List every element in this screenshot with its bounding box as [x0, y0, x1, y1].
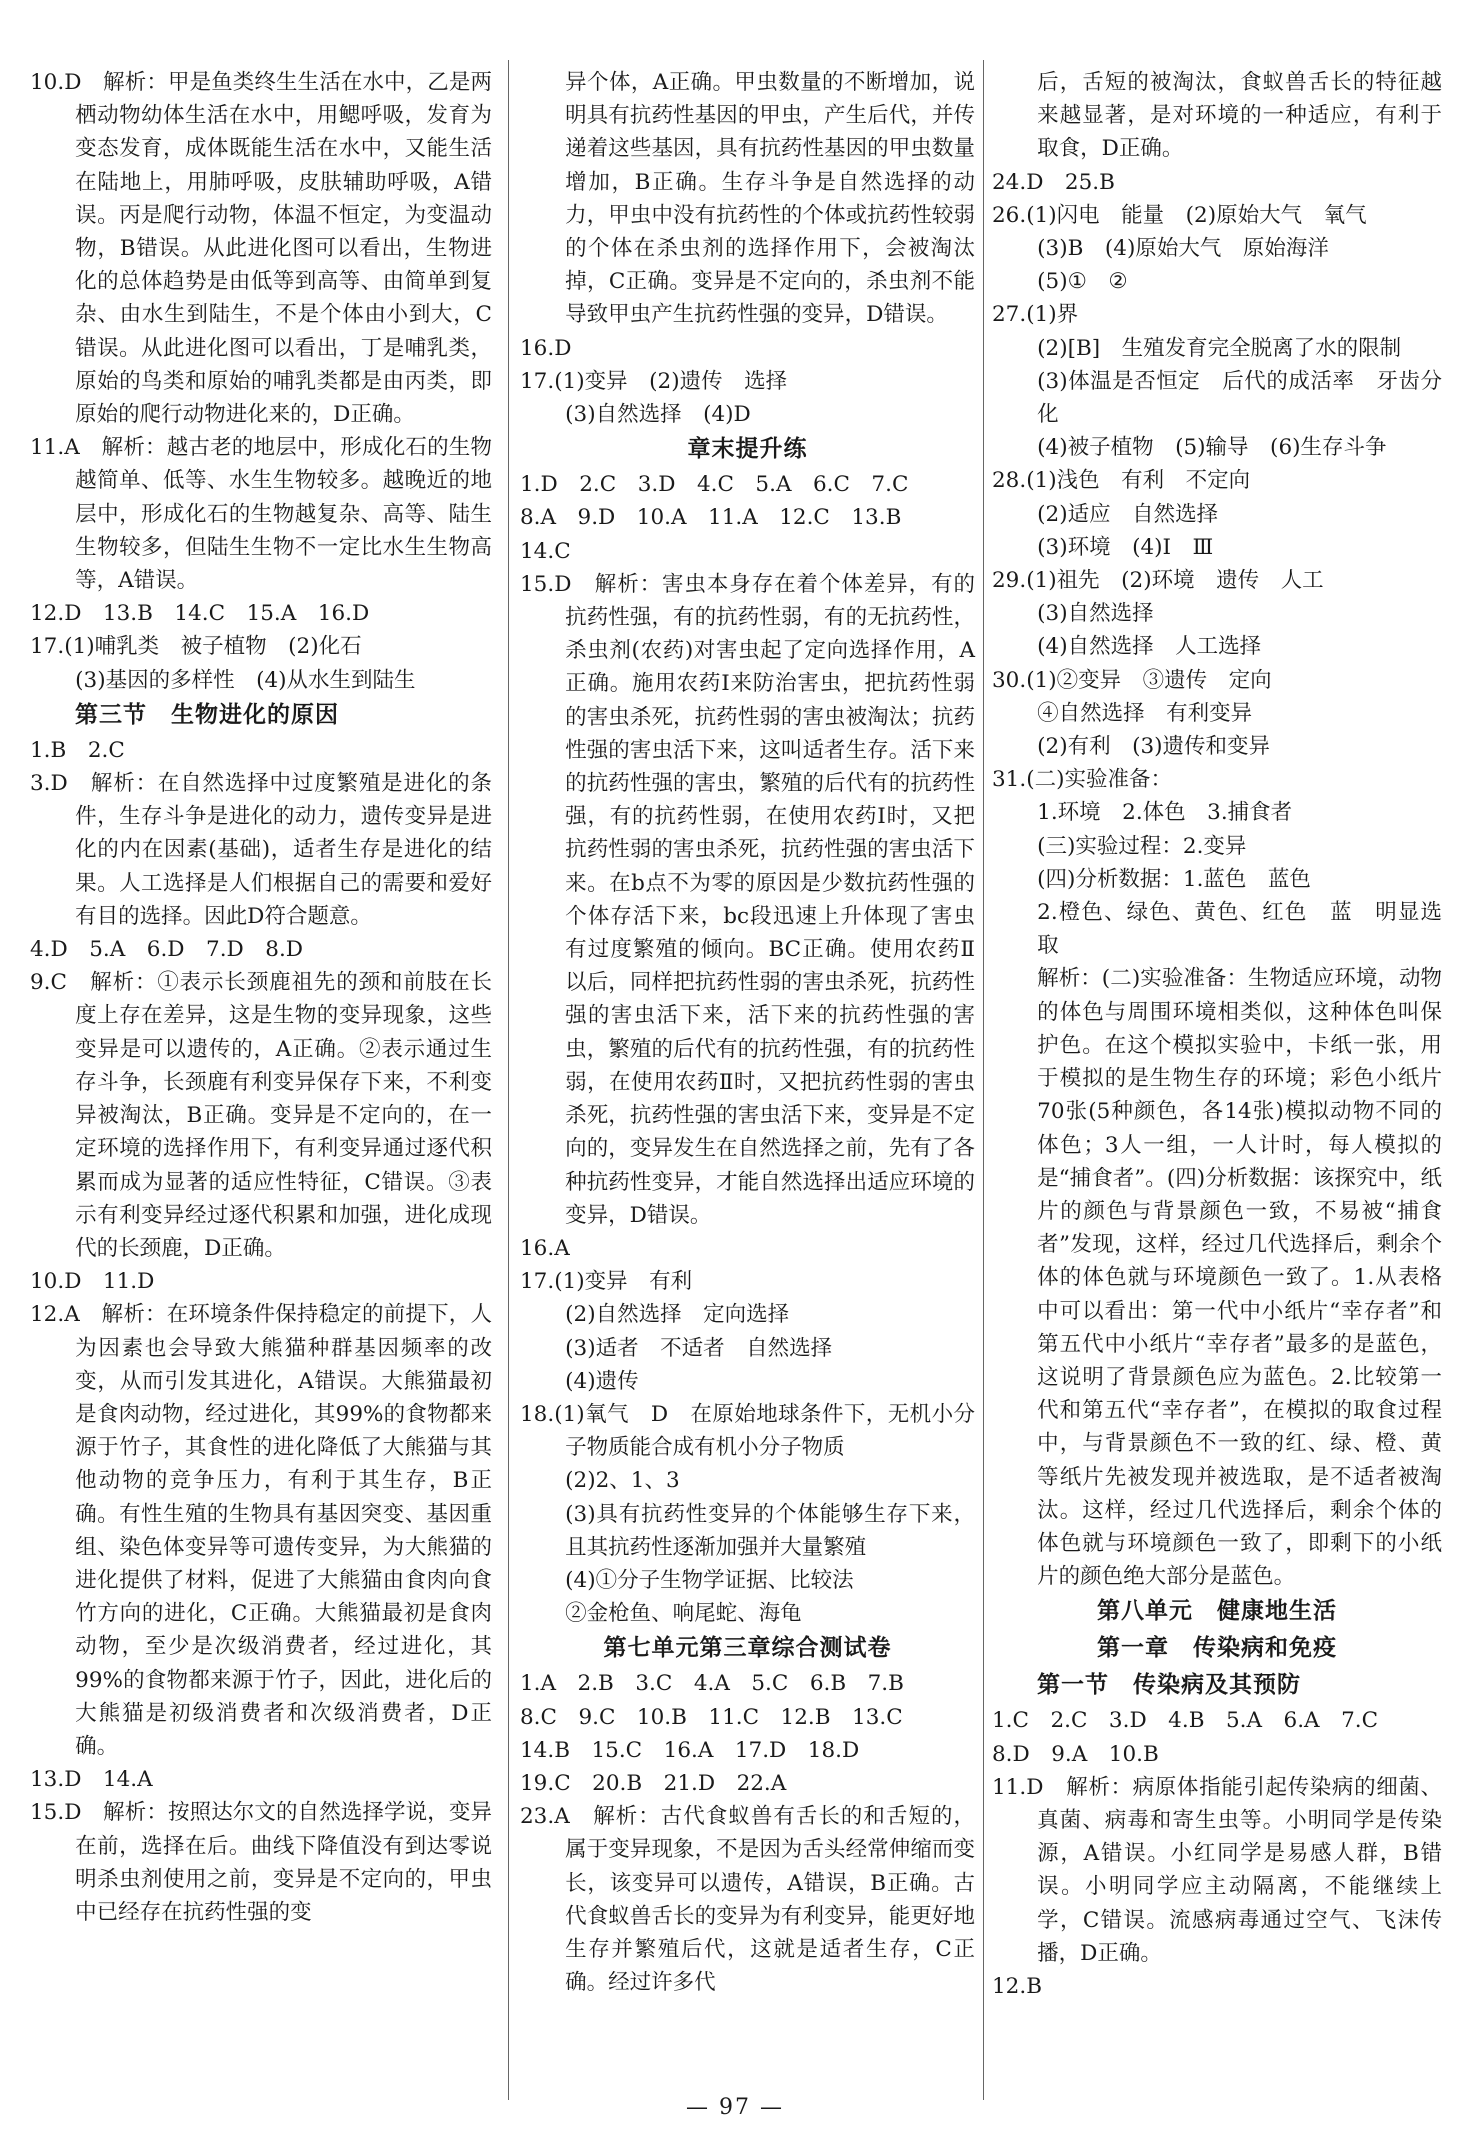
answer-continuation: (2)2、1、3	[565, 1468, 680, 1494]
answer-row: 8.A 9.D 10.A 11.A 12.C 13.B	[520, 505, 902, 531]
answer-row: 14.B 15.C 16.A 17.D 18.D	[520, 1737, 860, 1763]
answer-row: 1.A 2.B 3.C 4.A 5.C 6.B 7.B	[520, 1671, 904, 1697]
answer-row: 19.C 20.B 21.D 22.A	[520, 1770, 787, 1796]
answer-item: 17.(1)哺乳类 被子植物 (2)化石	[30, 634, 362, 660]
answer-continuation: (5)① ②	[1037, 269, 1128, 295]
answer-item: 3.D 解析：在自然选择中过度繁殖是进化的条件，生存斗争是进化的动力，遗传变异是进化的内在因素(基础)，适者生存是进化的结果。人工选择是人们根据自己的需要和爱好有目的选择。因此D符合题意。	[30, 771, 492, 929]
answer-row: 1.C 2.C 3.D 4.B 5.A 6.A 7.C	[992, 1708, 1379, 1734]
answer-continuation: 异个体，A正确。甲虫数量的不断增加，说明具有抗药性基因的甲虫，产生后代，并传递着这些基因，具有抗药性基因的甲虫数量增加，B正确。生存斗争是自然选择的动力，甲虫中没有抗药性的个体或抗药性较弱的个体在杀虫剂的选择作用下，会被淘汰掉，C正确。变异是不定向的，杀虫剂不能导致甲虫产生抗药性强的变异，D错误。	[565, 70, 975, 328]
answer-item: 29.(1)祖先 (2)环境 遗传 人工	[992, 568, 1324, 594]
answer-item: 31.(二)实验准备：	[992, 767, 1172, 793]
answer-item: 16.A	[520, 1235, 570, 1261]
answer-item: 10.D 解析：甲是鱼类终生生活在水中，乙是两栖动物幼体生活在水中，用鳃呼吸，发育为变态发育，成体既能生活在水中，又能生活在陆地上，用肺呼吸，皮肤辅助呼吸，A错误。丙是爬行动物，体温不恒定，为变温动物，B错误。从此进化图可以看出，生物进化的总体趋势是由低等到高等、由简单到复杂、由水生到陆生，不是个体由小到大，C错误。从此进化图可以看出，丁是哺乳类，原始的鸟类和原始的哺乳类都是由丙类，即原始的爬行动物进化来的，D正确。	[30, 70, 492, 428]
answer-continuation: (3)B (4)原始大气 原始海洋	[1037, 236, 1329, 262]
column-left	[30, 66, 492, 1929]
answer-item: 12.B	[992, 1973, 1042, 1999]
column-divider	[508, 60, 509, 2100]
answer-item: 9.C 解析：①表示长颈鹿祖先的颈和前肢在长度上存在差异，这是生物的变异现象，这些变异是可以遗传的，A正确。②表示通过生存斗争，长颈鹿有利变异保存下来，不利变异被淘汰，B正确。变异是不定向的，在一定环境的选择作用下，有利变异通过逐代积累而成为显著的适应性特征，C错误。③表示有利变异经过逐代积累和加强，进化成现代的长颈鹿，D正确。	[30, 970, 492, 1261]
answer-item: 26.(1)闪电 能量 (2)原始大气 氧气	[992, 202, 1367, 228]
answer-continuation: (4)①分子生物学证据、比较法	[565, 1567, 854, 1593]
section-heading: 章末提升练	[687, 436, 808, 463]
answer-continuation: (4)被子植物 (5)输导 (6)生存斗争	[1037, 435, 1387, 461]
answer-continuation: 后，舌短的被淘汰，食蚁兽舌长的特征越来越显著，是对环境的一种适应，有利于取食，D正确。	[1037, 70, 1442, 162]
answer-continuation: 1.环境 2.体色 3.捕食者	[1037, 800, 1293, 826]
answer-item: 11.D 解析：病原体指能引起传染病的细菌、真菌、病毒和寄生虫等。小明同学是传染源，A错误。小红同学是易感人群，B错误。小明同学应主动隔离，不能继续上学，C错误。流感病毒通过空气、飞沫传播，D正确。	[992, 1774, 1442, 1966]
answer-continuation: 解析：(二)实验准备：生物适应环境，动物的体色与周围环境相类似，这种体色叫保护色。在这个模拟实验中，卡纸一张，用于模拟的是生物生存的环境；彩色小纸片70张(5种颜色，各14张)模拟动物不同的体色；3人一组，一人计时，每人模拟的是“捕食者”。(四)分析数据：该探究中，纸片的颜色与背景颜色一致，不易被“捕食者”发现，这样，经过几代选择后，剩余个体的体色就与环境颜色一致了。1.从表格中可以看出：第一代中小纸片“幸存者”和第五代中小纸片“幸存者”最多的是蓝色，这说明了背景颜色应为蓝色。2.比较第一代和第五代“幸存者”，在模拟的取食过程中，与背景颜色不一致的红、绿、橙、黄等纸片先被发现并被选取，是不适者被淘汰。这样，经过几代选择后，剩余个体的体色就与环境颜色一致了，即剩下的小纸片的颜色绝大部分是蓝色。	[1037, 966, 1442, 1590]
answer-row: 8.C 9.C 10.B 11.C 12.B 13.C	[520, 1704, 903, 1730]
answer-item: 17.(1)变异 有利	[520, 1269, 693, 1295]
answer-continuation: ④自然选择 有利变异	[1037, 700, 1253, 726]
answer-continuation: (2)自然选择 定向选择	[565, 1302, 790, 1328]
answer-continuation: (3)适者 不适者 自然选择	[565, 1335, 833, 1361]
answer-item: 10.D 11.D	[30, 1269, 155, 1295]
answer-item: 23.A 解析：古代食蚁兽有舌长的和舌短的，属于变异现象，不是因为舌头经常伸缩而变长，该变异可以遗传，A错误，B正确。古代食蚁兽舌长的变异为有利变异，能更好地生存并繁殖后代，这就是适者生存，C正确。经过许多代	[520, 1804, 975, 1996]
answer-continuation: (3)自然选择	[1037, 601, 1154, 627]
answer-continuation: (2)[B] 生殖发育完全脱离了水的限制	[1037, 335, 1402, 361]
answer-continuation: (4)遗传	[565, 1368, 639, 1394]
answer-item: 18.(1)氧气 D 在原始地球条件下，无机小分子物质能合成有机小分子物质	[520, 1401, 975, 1461]
section-heading: 第一章 传染病和免疫	[1097, 1635, 1337, 1662]
answer-item: 14.C	[520, 538, 571, 564]
section-heading: 第一节 传染病及其预防	[1037, 1672, 1301, 1699]
page-number: — 97 —	[686, 2095, 784, 2120]
section-heading: 第三节 生物进化的原因	[75, 701, 339, 728]
answer-continuation: (3)自然选择 (4)D	[565, 402, 751, 428]
answer-continuation: (4)自然选择 人工选择	[1037, 634, 1262, 660]
answer-continuation: (3)环境 (4)Ⅰ Ⅲ	[1037, 534, 1214, 560]
answer-item: 11.A 解析：越古老的地层中，形成化石的生物越简单、低等、水生生物较多。越晚近的地层中，形成化石的生物越复杂、高等、陆生生物较多，但陆生生物不一定比水生生物高等，A错误。	[30, 435, 492, 594]
answer-item: 15.D 解析：害虫本身存在着个体差异，有的抗药性强，有的抗药性弱，有的无抗药性，杀虫剂(农药)对害虫起了定向选择作用，A正确。施用农药Ⅰ来防治害虫，把抗药性弱的害虫杀死，抗药性弱的害虫被淘汰；抗药性强的害虫活下来，这叫适者生存。活下来的抗药性强的害虫，繁殖的后代有的抗药性强，有的抗药性弱，在使用农药Ⅰ时，又把抗药性弱的害虫杀死，抗药性强的害虫活下来。在b点不为零的原因是少数抗药性强的个体存活下来，bc段迅速上升体现了害虫有过度繁殖的倾向。BC正确。使用农药Ⅱ以后，同样把抗药性弱的害虫杀死，抗药性强的害虫活下来，活下来的抗药性强的害虫，繁殖的后代有的抗药性强，有的抗药性弱，在使用农药Ⅱ时，又把抗药性弱的害虫杀死，抗药性强的害虫活下来，变异是不定向的，变异发生在自然选择之前，先有了各种抗药性变异，才能自然选择出适应环境的变异，D错误。	[520, 571, 975, 1228]
answer-continuation: (2)有利 (3)遗传和变异	[1037, 734, 1271, 760]
answer-item: 12.D 13.B 14.C 15.A 16.D	[30, 601, 370, 627]
answer-row: 1.D 2.C 3.D 4.C 5.A 6.C 7.C	[520, 472, 909, 498]
column-divider	[983, 60, 984, 2100]
answer-continuation: (四)分析数据：1.蓝色 蓝色	[1037, 866, 1311, 892]
answer-item: 28.(1)浅色 有利 不定向	[992, 468, 1251, 494]
answer-item: 4.D 5.A 6.D 7.D 8.D	[30, 937, 304, 963]
answer-item: 1.B 2.C	[30, 737, 125, 763]
answer-continuation: (2)适应 自然选择	[1037, 501, 1219, 527]
answer-continuation: 2.橙色、绿色、黄色、红色 蓝 明显选取	[1037, 900, 1442, 959]
answer-item: 13.D 14.A	[30, 1767, 153, 1793]
answer-continuation: ②金枪鱼、响尾蛇、海龟	[565, 1601, 802, 1627]
section-heading: 第七单元第三章综合测试卷	[603, 1635, 892, 1662]
answer-item: 12.A 解析：在环境条件保持稳定的前提下，人为因素也会导致大熊猫种群基因频率的改变，从而引发其进化，A错误。大熊猫最初是食肉动物，经过进化，其99%的食物都来源于竹子，其食性的进化降低了大熊猫与其他动物的竞争压力，有利于其生存，B正确。有性生殖的生物具有基因突变、基因重组、染色体变异等可遗传变异，为大熊猫的进化提供了材料，促进了大熊猫由食肉向食竹方向的进化，C正确。大熊猫最初是食肉动物，至少是次级消费者，经过进化，其99%的食物都来源于竹子，因此，进化后的大熊猫是初级消费者和次级消费者，D正确。	[30, 1302, 492, 1759]
section-heading: 第八单元 健康地生活	[1097, 1598, 1337, 1625]
answer-continuation: (3)基因的多样性 (4)从水生到陆生	[75, 667, 416, 693]
column-right	[992, 66, 1442, 2003]
answer-row: 8.D 9.A 10.B	[992, 1741, 1159, 1767]
answer-item: 24.D 25.B	[992, 169, 1115, 195]
answer-item: 16.D	[520, 335, 572, 361]
answer-item: 27.(1)界	[992, 302, 1079, 328]
answer-item: 17.(1)变异 (2)遗传 选择	[520, 368, 788, 394]
answer-continuation: (3)具有抗药性变异的个体能够生存下来，且其抗药性逐渐加强并大量繁殖	[565, 1501, 975, 1560]
answer-item: 30.(1)②变异 ③遗传 定向	[992, 667, 1272, 693]
answer-continuation: (3)体温是否恒定 后代的成活率 牙齿分化	[1037, 368, 1442, 428]
answer-item: 15.D 解析：按照达尔文的自然选择学说，变异在前，选择在后。曲线下降值没有到达零说明杀虫剂使用之前，变异是不定向的，甲虫中已经存在抗药性强的变	[30, 1800, 492, 1925]
column-middle	[520, 66, 975, 1999]
answer-continuation: (三)实验过程：2.变异	[1037, 833, 1247, 859]
